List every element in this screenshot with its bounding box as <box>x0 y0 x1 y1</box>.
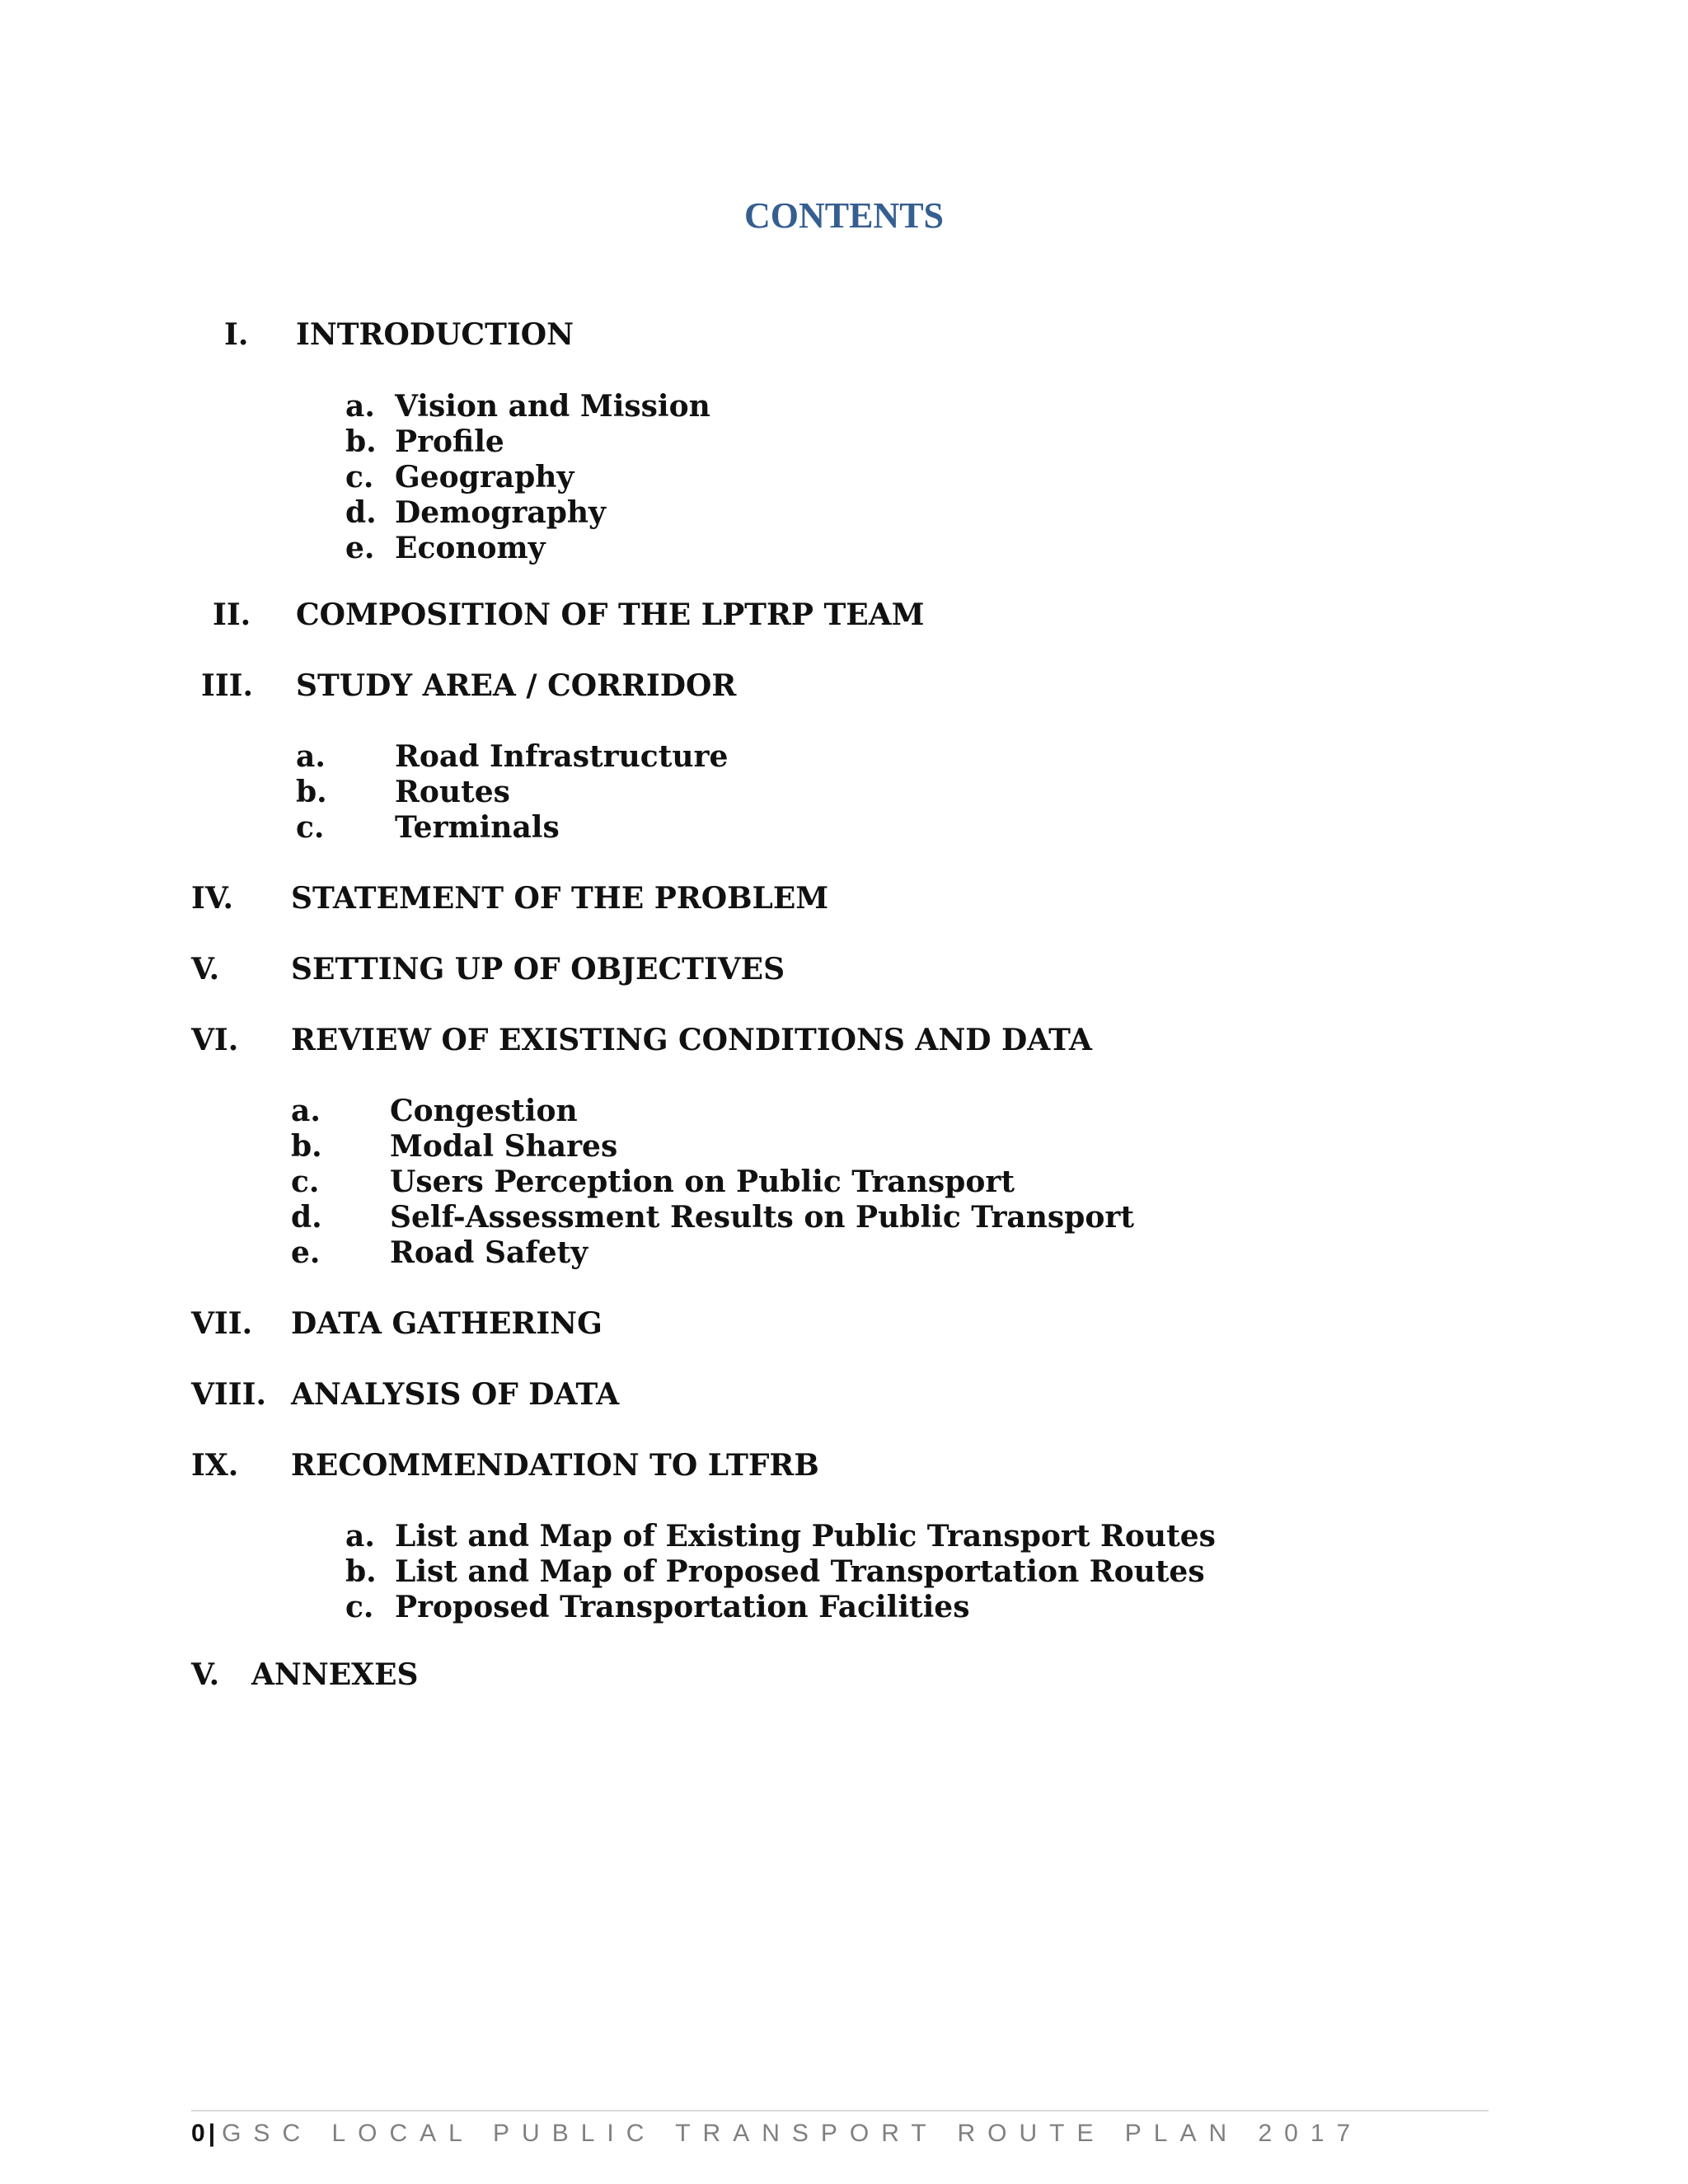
section-number: IV. <box>191 881 234 916</box>
item-label: Vision and Mission <box>395 389 710 424</box>
section-number: VI. <box>191 1023 239 1057</box>
item-label: Proposed Transportation Facilities <box>395 1590 970 1624</box>
section-label: STATEMENT OF THE PROBLEM <box>291 881 829 916</box>
section-label: REVIEW OF EXISTING CONDITIONS AND DATA <box>291 1023 1092 1057</box>
item-letter: b. <box>291 1129 322 1164</box>
item-letter: c. <box>345 1590 374 1624</box>
item-letter: b. <box>296 775 327 809</box>
section-label: ANALYSIS OF DATA <box>291 1377 620 1412</box>
section-number: VII. <box>191 1306 253 1341</box>
section-number: IX. <box>191 1448 239 1483</box>
item-letter: b. <box>345 424 377 459</box>
item-letter: a. <box>345 1519 375 1554</box>
item-label: Profile <box>395 424 504 459</box>
item-label: Terminals <box>395 810 560 845</box>
item-label: Demography <box>395 495 606 530</box>
section-label: DATA GATHERING <box>291 1306 603 1341</box>
section-label: INTRODUCTION <box>296 317 574 352</box>
item-label: Economy <box>395 531 546 565</box>
section-label: SETTING UP OF OBJECTIVES <box>291 952 785 987</box>
section-number: I. <box>224 317 249 352</box>
item-letter: d. <box>291 1200 322 1235</box>
item-letter: e. <box>345 531 375 565</box>
section-label: COMPOSITION OF THE LPTRP TEAM <box>296 598 925 632</box>
item-label: Road Infrastructure <box>395 739 729 774</box>
item-label: Modal Shares <box>390 1129 618 1164</box>
item-letter: a. <box>291 1094 321 1128</box>
item-label: Users Perception on Public Transport <box>390 1165 1015 1199</box>
item-label: Geography <box>395 460 574 494</box>
section-label: ANNEXES <box>251 1657 419 1692</box>
item-label: Congestion <box>390 1094 578 1128</box>
item-letter: c. <box>345 460 374 494</box>
item-label: Routes <box>395 775 510 809</box>
section-label: RECOMMENDATION TO LTFRB <box>291 1448 819 1483</box>
item-label: List and Map of Existing Public Transport Routes <box>395 1519 1216 1554</box>
item-letter: d. <box>345 495 377 530</box>
section-number: V. <box>191 952 220 987</box>
item-letter: e. <box>291 1235 321 1270</box>
item-letter: b. <box>345 1554 377 1589</box>
section-label: STUDY AREA / CORRIDOR <box>296 668 737 703</box>
footer-separator: | <box>208 2120 216 2147</box>
item-label: List and Map of Proposed Transportation Routes <box>395 1554 1205 1589</box>
page-title: CONTENTS <box>743 195 945 236</box>
item-label: Road Safety <box>390 1235 588 1270</box>
item-label: Self-Assessment Results on Public Transport <box>390 1200 1134 1235</box>
section-number: VIII. <box>191 1377 266 1412</box>
footer-divider <box>191 2110 1489 2111</box>
footer-text: GSC LOCAL PUBLIC TRANSPORT ROUTE PLAN 2017 <box>222 2120 1363 2147</box>
section-number: II. <box>213 598 251 632</box>
item-letter: a. <box>345 389 375 424</box>
section-number: V. <box>191 1657 220 1692</box>
page-footer <box>191 2120 1362 2148</box>
item-letter: a. <box>296 739 326 774</box>
section-number: III. <box>201 668 254 703</box>
page-number: 0 <box>191 2120 205 2147</box>
item-letter: c. <box>291 1165 320 1199</box>
item-letter: c. <box>296 810 325 845</box>
